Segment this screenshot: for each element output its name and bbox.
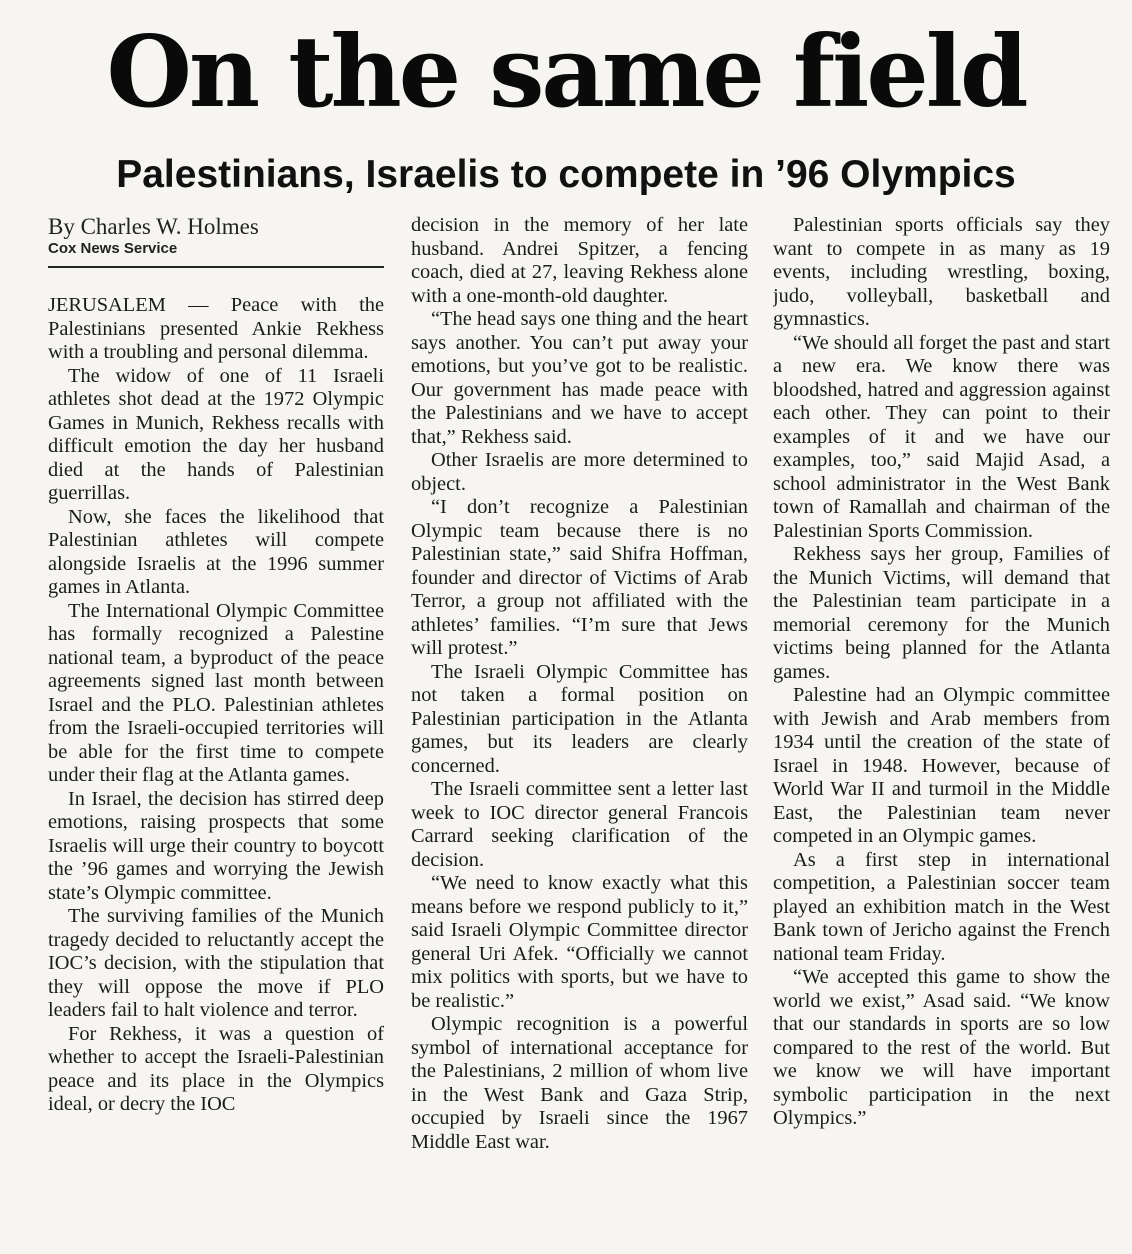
paragraph: Palestinian sports officials say they want to compete in as many as 19 events, including wrestling, boxing, judo, volleyball, basketball and gymnastics. (773, 214, 1110, 330)
paragraph: The Israeli Olympic Committee has not taken a formal position on Palestinian participation in the Atlanta games, but its leaders are clearly concerned. (411, 660, 748, 777)
paragraph: decision in the memory of her late husband. Andrei Spitzer, a fencing coach, died at 27, leaving Rekhess alone with a one-month-old daughter. (411, 214, 748, 307)
paragraph: JERUSALEM — Peace with the Palestinians presented Ankie Rekhess with a troubling and personal dilemma. (48, 294, 384, 363)
paragraph: The surviving families of the Munich tragedy decided to reluctantly accept the IOC’s decision, with the stipulation that they will oppose the move if PLO leaders fail to halt violence and terror. (48, 905, 384, 1021)
paragraph: “We need to know exactly what this means before we respond publicly to it,” said Israeli Olympic Committee director general Uri Afek. “Officially we cannot mix politics with sports, but we have to be realistic.” (411, 872, 748, 1012)
paragraph: “We accepted this game to show the world we exist,” Asad said. “We know that our standards in sports are so low compared to the rest of the world. But we know we will have important symbolic participation in the next Olympics.” (773, 966, 1110, 1129)
news-service: Cox News Service (48, 240, 178, 257)
article-column-3 (773, 214, 1110, 1242)
paragraph: Other Israelis are more determined to object. (411, 449, 748, 495)
paragraph: For Rekhess, it was a question of whether to accept the Israeli-Palestinian peace and its place in the Olympics ideal, or decry the IOC (48, 1022, 384, 1115)
paragraph: “We should all forget the past and start a new era. We know there was bloodshed, hatred and aggression against each other. They can point to their examples of it and we have our examples, too,” said Majid Asad, a school administrator in the West Bank town of Ramallah and chairman of the Palestinian Sports Commission. (773, 331, 1110, 542)
paragraph: As a first step in international competition, a Palestinian soccer team played an exhibition match in the West Bank town of Jericho against the French national team Friday. (773, 848, 1110, 965)
paragraph: The International Olympic Committee has formally recognized a Palestine national team, a byproduct of the peace agreements signed last month between Israel and the PLO. Palestinian athletes from the Israeli-occupied territories will be able for the first time to compete under their flag at the Atlanta games. (48, 599, 384, 786)
paragraph: In Israel, the decision has stirred deep emotions, raising prospects that some Israelis will urge their country to boycott the ’96 games and worrying the Jewish state’s Olympic committee. (48, 787, 384, 904)
paragraph: Olympic recognition is a powerful symbol of international acceptance for the Palestinians, 2 million of whom live in the West Bank and Gaza Strip, occupied by Israeli since the 1967 Middle East war. (411, 1013, 748, 1153)
paragraph: “The head says one thing and the heart says another. You can’t put away your emotions, but you’ve got to be realistic. Our government has made peace with the Palestinians and we have to accept that,” Rekhess said. (411, 308, 748, 448)
paragraph: The Israeli committee sent a letter last week to IOC director general Francois Carrard seeking clarification of the decision. (411, 778, 748, 871)
subheadline: Palestinians, Israelis to compete in ’96 Olympics (116, 153, 1016, 196)
byline: By Charles W. Holmes (48, 214, 259, 239)
paragraph: The widow of one of 11 Israeli athletes shot dead at the 1972 Olympic Games in Munich, Rekhess recalls with difficult emotion the day her husband died at the hands of Palestinian guerrillas. (48, 364, 384, 504)
headline: On the same field (106, 15, 1026, 130)
paragraph: Palestine had an Olympic committee with Jewish and Arab members from 1934 until the creation of the state of Israel in 1948. However, because of World War II and turmoil in the Middle East, the Palestinian team never competed in an Olympic games. (773, 684, 1110, 847)
paragraph: Rekhess says her group, Families of the Munich Victims, will demand that the Palestinian team participate in a memorial ceremony for the Munich victims being planned for the Atlanta games. (773, 543, 1110, 683)
paragraph: Now, she faces the likelihood that Palestinian athletes will compete alongside Israelis at the 1996 summer games in Atlanta. (48, 505, 384, 598)
byline-rule (48, 266, 384, 268)
paragraph: “I don’t recognize a Palestinian Olympic team because there is no Palestinian state,” said Shifra Hoffman, founder and director of Victims of Arab Terror, a group not affiliated with the athletes’ families. “I’m sure that Jews will protest.” (411, 496, 748, 659)
article-column-2 (411, 214, 748, 1242)
article-column-1 (48, 214, 384, 1242)
